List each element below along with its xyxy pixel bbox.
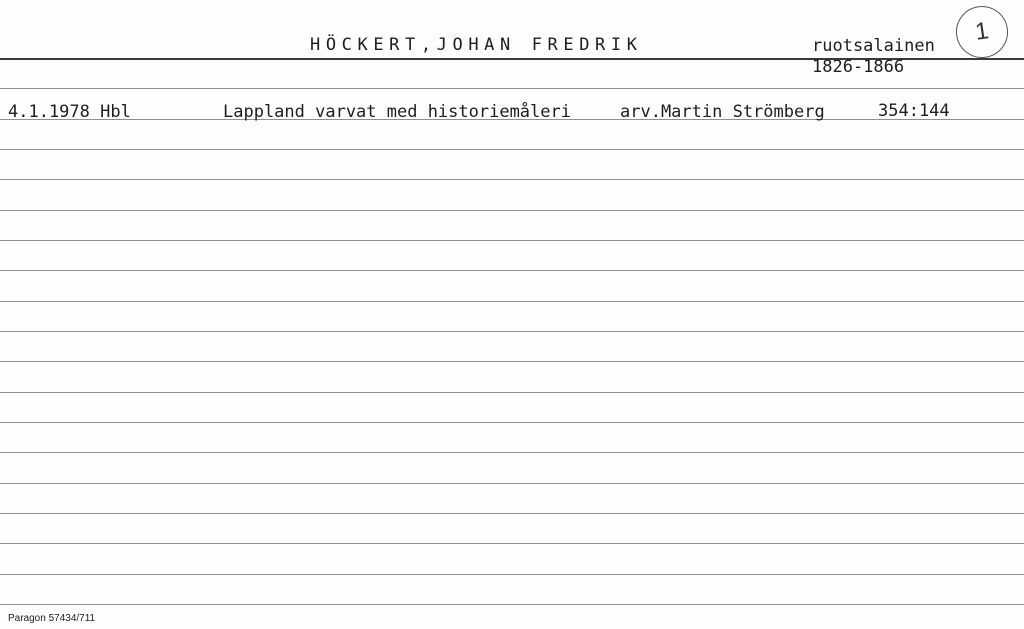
ruled-line: [0, 361, 1024, 362]
ruled-line: [0, 179, 1024, 180]
nationality: ruotsalainen: [812, 36, 935, 56]
ruled-line: [0, 483, 1024, 484]
entry-title: Lappland varvat med historiemåleri: [223, 102, 571, 122]
ruled-line: [0, 240, 1024, 241]
life-years: 1826-1866: [812, 57, 905, 77]
ruled-line: [0, 604, 1024, 605]
entry-reference: 354:144: [878, 101, 950, 121]
ruled-line: [0, 574, 1024, 575]
ruled-line: [0, 543, 1024, 544]
ruled-line: [0, 331, 1024, 332]
card-number-badge: 1: [953, 3, 1012, 62]
ruled-line: [0, 88, 1024, 89]
entry-author: arv.Martin Strömberg: [620, 102, 825, 122]
ruled-line: [0, 452, 1024, 453]
ruled-line: [0, 422, 1024, 423]
ruled-line: [0, 301, 1024, 302]
entry-date-source: 4.1.1978 Hbl: [8, 102, 131, 122]
ruled-line: [0, 513, 1024, 514]
ruled-line: [0, 392, 1024, 393]
ruled-line: [0, 149, 1024, 150]
printer-imprint: Paragon 57434/711: [8, 613, 96, 624]
ruled-line: [0, 270, 1024, 271]
ruled-line: [0, 210, 1024, 211]
person-name: HÖCKERT,JOHAN FREDRIK: [310, 35, 643, 55]
